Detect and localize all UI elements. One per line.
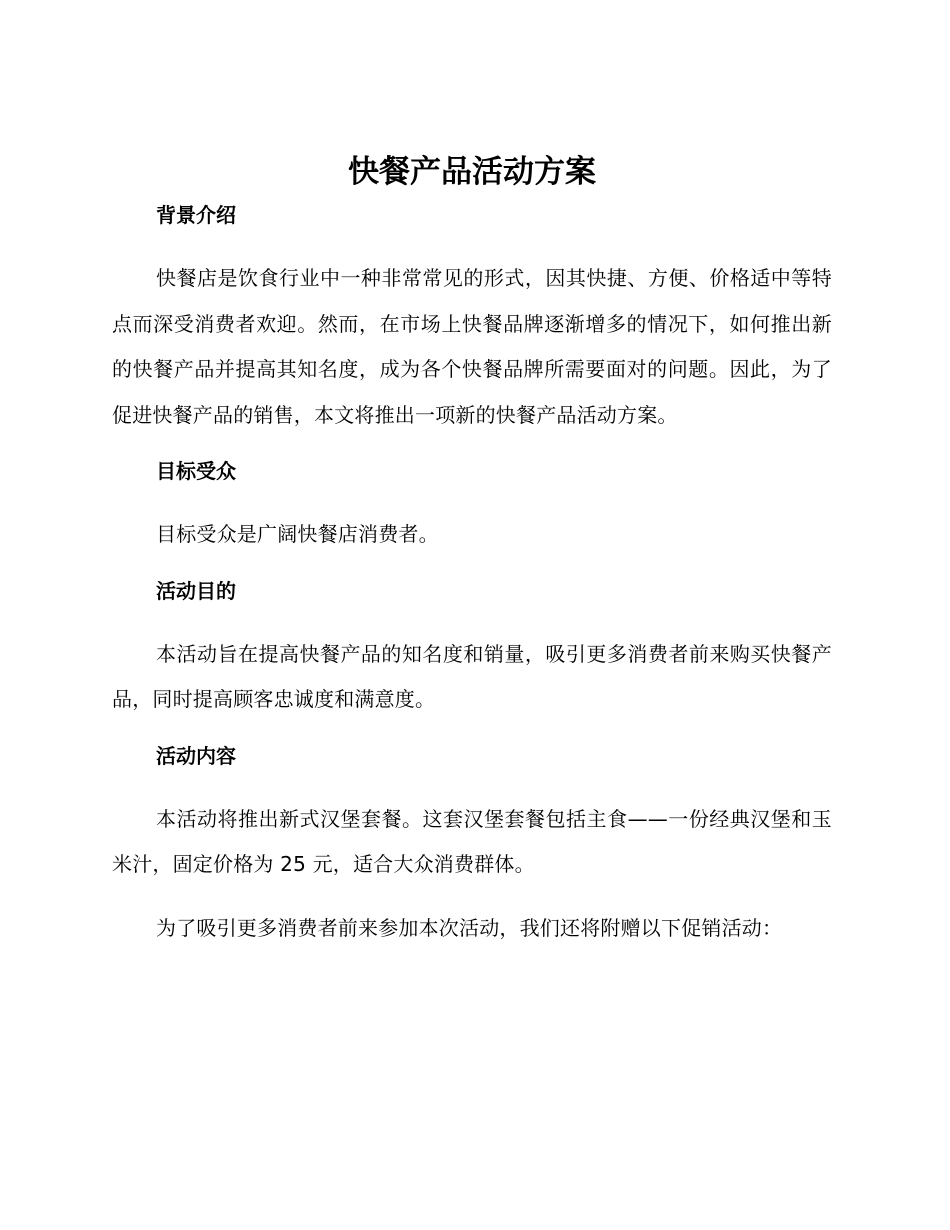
paragraph-content-1: 本活动将推出新式汉堡套餐。这套汉堡套餐包括主食——一份经典汉堡和玉米汁，固定价格为 25 元，适合大众消费群体。 bbox=[112, 806, 832, 876]
paragraph-audience: 目标受众是广阔快餐店消费者。 bbox=[156, 522, 439, 546]
paragraph-purpose: 本活动旨在提高快餐产品的知名度和销量，吸引更多消费者前来购买快餐产品，同时提高顾客忠诚度和满意度。 bbox=[112, 641, 832, 711]
section-purpose bbox=[112, 576, 832, 741]
document-title: 快餐产品活动方案 bbox=[348, 154, 596, 190]
section-background bbox=[112, 200, 832, 456]
section-content bbox=[112, 741, 832, 952]
paragraph-background: 快餐店是饮食行业中一种非常常见的形式，因其快捷、方便、价格适中等特点而深受消费者欢迎。然而，在市场上快餐品牌逐渐增多的情况下，如何推出新的快餐产品并提高其知名度，成为各个快餐品牌所需要面对的问题。因此，为了促进快餐产品的销售，本文将推出一项新的快餐产品活动方案。 bbox=[112, 266, 832, 427]
paragraph-content-2: 为了吸引更多消费者前来参加本次活动，我们还将附赠以下促销活动： bbox=[156, 915, 783, 940]
section-heading-purpose: 活动目的 bbox=[156, 578, 236, 603]
section-heading-content: 活动内容 bbox=[156, 743, 236, 768]
section-heading-background: 背景介绍 bbox=[156, 203, 236, 227]
section-audience bbox=[112, 456, 832, 576]
section-heading-audience: 目标受众 bbox=[156, 459, 236, 483]
document-page bbox=[112, 150, 832, 951]
